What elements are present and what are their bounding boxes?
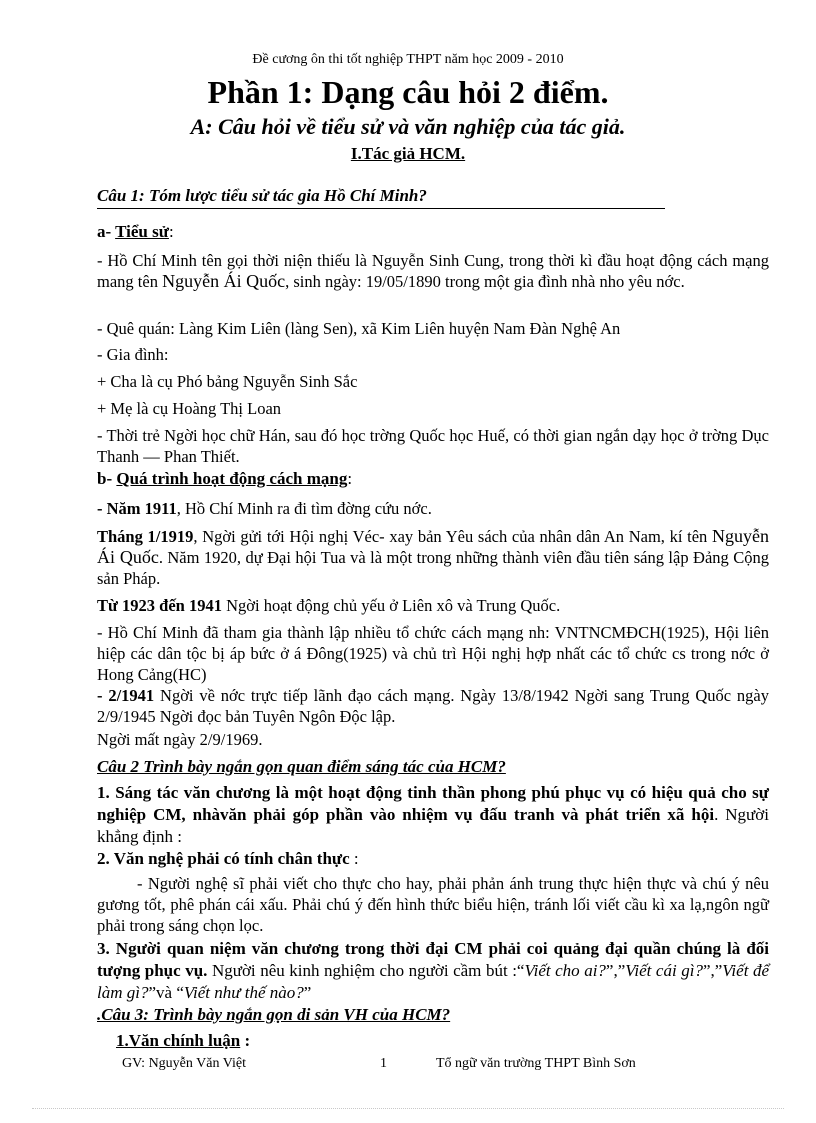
question-3-heading: .Câu 3: Trình bày ngắn gọn di sản VH của HCM?	[97, 1005, 451, 1024]
footer-page-number: 1	[380, 1056, 387, 1071]
subheading-a: a- Tiểu sử:	[97, 222, 174, 241]
page-title: Phần 1: Dạng câu hỏi 2 điểm.	[207, 74, 609, 110]
running-header: Đề cương ôn thi tốt nghiệp THPT năm học 2009 - 2010	[252, 52, 564, 67]
section-heading: I.Tác giả HCM.	[350, 144, 466, 163]
bio-family: - Gia đình:	[97, 345, 169, 364]
footer-teacher: GV: Nguyễn Văn Việt	[122, 1056, 246, 1071]
bio-youth: - Thời trẻ Ngời học chữ Hán, sau đó học trờng Quốc học Huế, có thời gian ngắn dạy học ở trờng Dục Thanh — Phan Thiết.	[97, 426, 769, 466]
history-1923-1941: Từ 1923 đến 1941 Ngời hoạt động chủ yếu ở Liên xô và Trung Quốc.	[97, 596, 561, 615]
bio-mother: + Mẹ là cụ Hoàng Thị Loan	[97, 399, 282, 418]
bio-hometown: - Quê quán: Làng Kim Liên (làng Sen), xã Kim Liên huyện Nam Đàn Nghệ An	[97, 319, 621, 338]
legacy-item-1: 1.Văn chính luận :	[116, 1031, 251, 1050]
view-point-2-body: - Người nghệ sĩ phải viết cho thực cho hay, phải phản ánh trung thực hiện thực và chú ý nêu gương tốt, phê phán cái xấu. Phải chú ý đến hình thức biểu hiện, tránh lối viết cầu kì xa lạ,ngôn ngữ phải trong sáng chọn lọc.	[97, 874, 769, 935]
history-1941: - 2/1941 Ngời về nớc trực tiếp lãnh đạo cách mạng. Ngày 13/8/1942 Ngời sang Trung Quốc ngày 2/9/1945 Ngời đọc bản Tuyên Ngôn Độc lập.	[97, 686, 769, 726]
subheading-b: b- Quá trình hoạt động cách mạng:	[97, 469, 353, 488]
view-point-2: 2. Văn nghệ phải có tính chân thực :	[97, 849, 359, 868]
history-death: Ngời mất ngày 2/9/1969.	[97, 730, 263, 749]
page-subtitle: A: Câu hỏi về tiểu sử và văn nghiệp của tác giả.	[190, 114, 626, 139]
history-1911: - Năm 1911, Hồ Chí Minh ra đi tìm đờng cứu nớc.	[97, 499, 432, 518]
question-1-heading: Câu 1: Tóm lược tiểu sử tác gia Hồ Chí Minh?	[97, 186, 665, 209]
view-point-3: 3. Người quan niệm văn chương trong thời đại CM phải coi quảng đại quần chúng là đối tượng phục vụ. Người nêu kinh nghiệm cho người cầm bút :“Viết cho ai?”,”Viết cái gì?”,”Viết để làm gì?”và “Viết như thế nào?”	[97, 939, 769, 1002]
history-1919: Tháng 1/1919, Ngời gửi tới Hội nghị Véc- xay bản Yêu sách của nhân dân An Nam, kí tên Nguyễn Ái Quốc. Năm 1920, dự Đại hội Tua và là một trong những thành viên đầu tiên sáng lập Đảng Cộng sản Pháp.	[97, 526, 769, 588]
bio-paragraph-1: - Hồ Chí Minh tên gọi thời niện thiếu là Nguyễn Sinh Cung, trong thời kì đầu hoạt động cách mạng mang tên Nguyễn Ái Quốc, sinh ngày: 19/05/1890 trong một gia đình nhà nho yêu nớc.	[97, 251, 769, 291]
question-2-heading: Câu 2 Trình bày ngắn gọn quan điểm sáng tác của HCM?	[97, 757, 506, 776]
bio-father: + Cha là cụ Phó bảng Nguyễn Sinh Sắc	[97, 372, 358, 391]
view-point-1: 1. Sáng tác văn chương là một hoạt động tinh thần phong phú phục vụ có hiệu quả cho sự nghiệp CM, nhàvăn phải góp phần vào nhiệm vụ đấu tranh và phát triển xã hội. Người khẳng định :	[97, 783, 769, 846]
page-bottom-divider	[32, 1108, 784, 1109]
footer-department: Tổ ngữ văn trường THPT Bình Sơn	[436, 1056, 636, 1071]
history-organizations: - Hồ Chí Minh đã tham gia thành lập nhiều tổ chức cách mạng nh: VNTNCMĐCH(1925), Hội liên hiệp các dân tộc bị áp bức ở á Đông(1925) và chủ trì Hội nghị hợp nhất các tổ chức cs trong nớc ở Hong Cảng(HC)	[97, 623, 769, 684]
